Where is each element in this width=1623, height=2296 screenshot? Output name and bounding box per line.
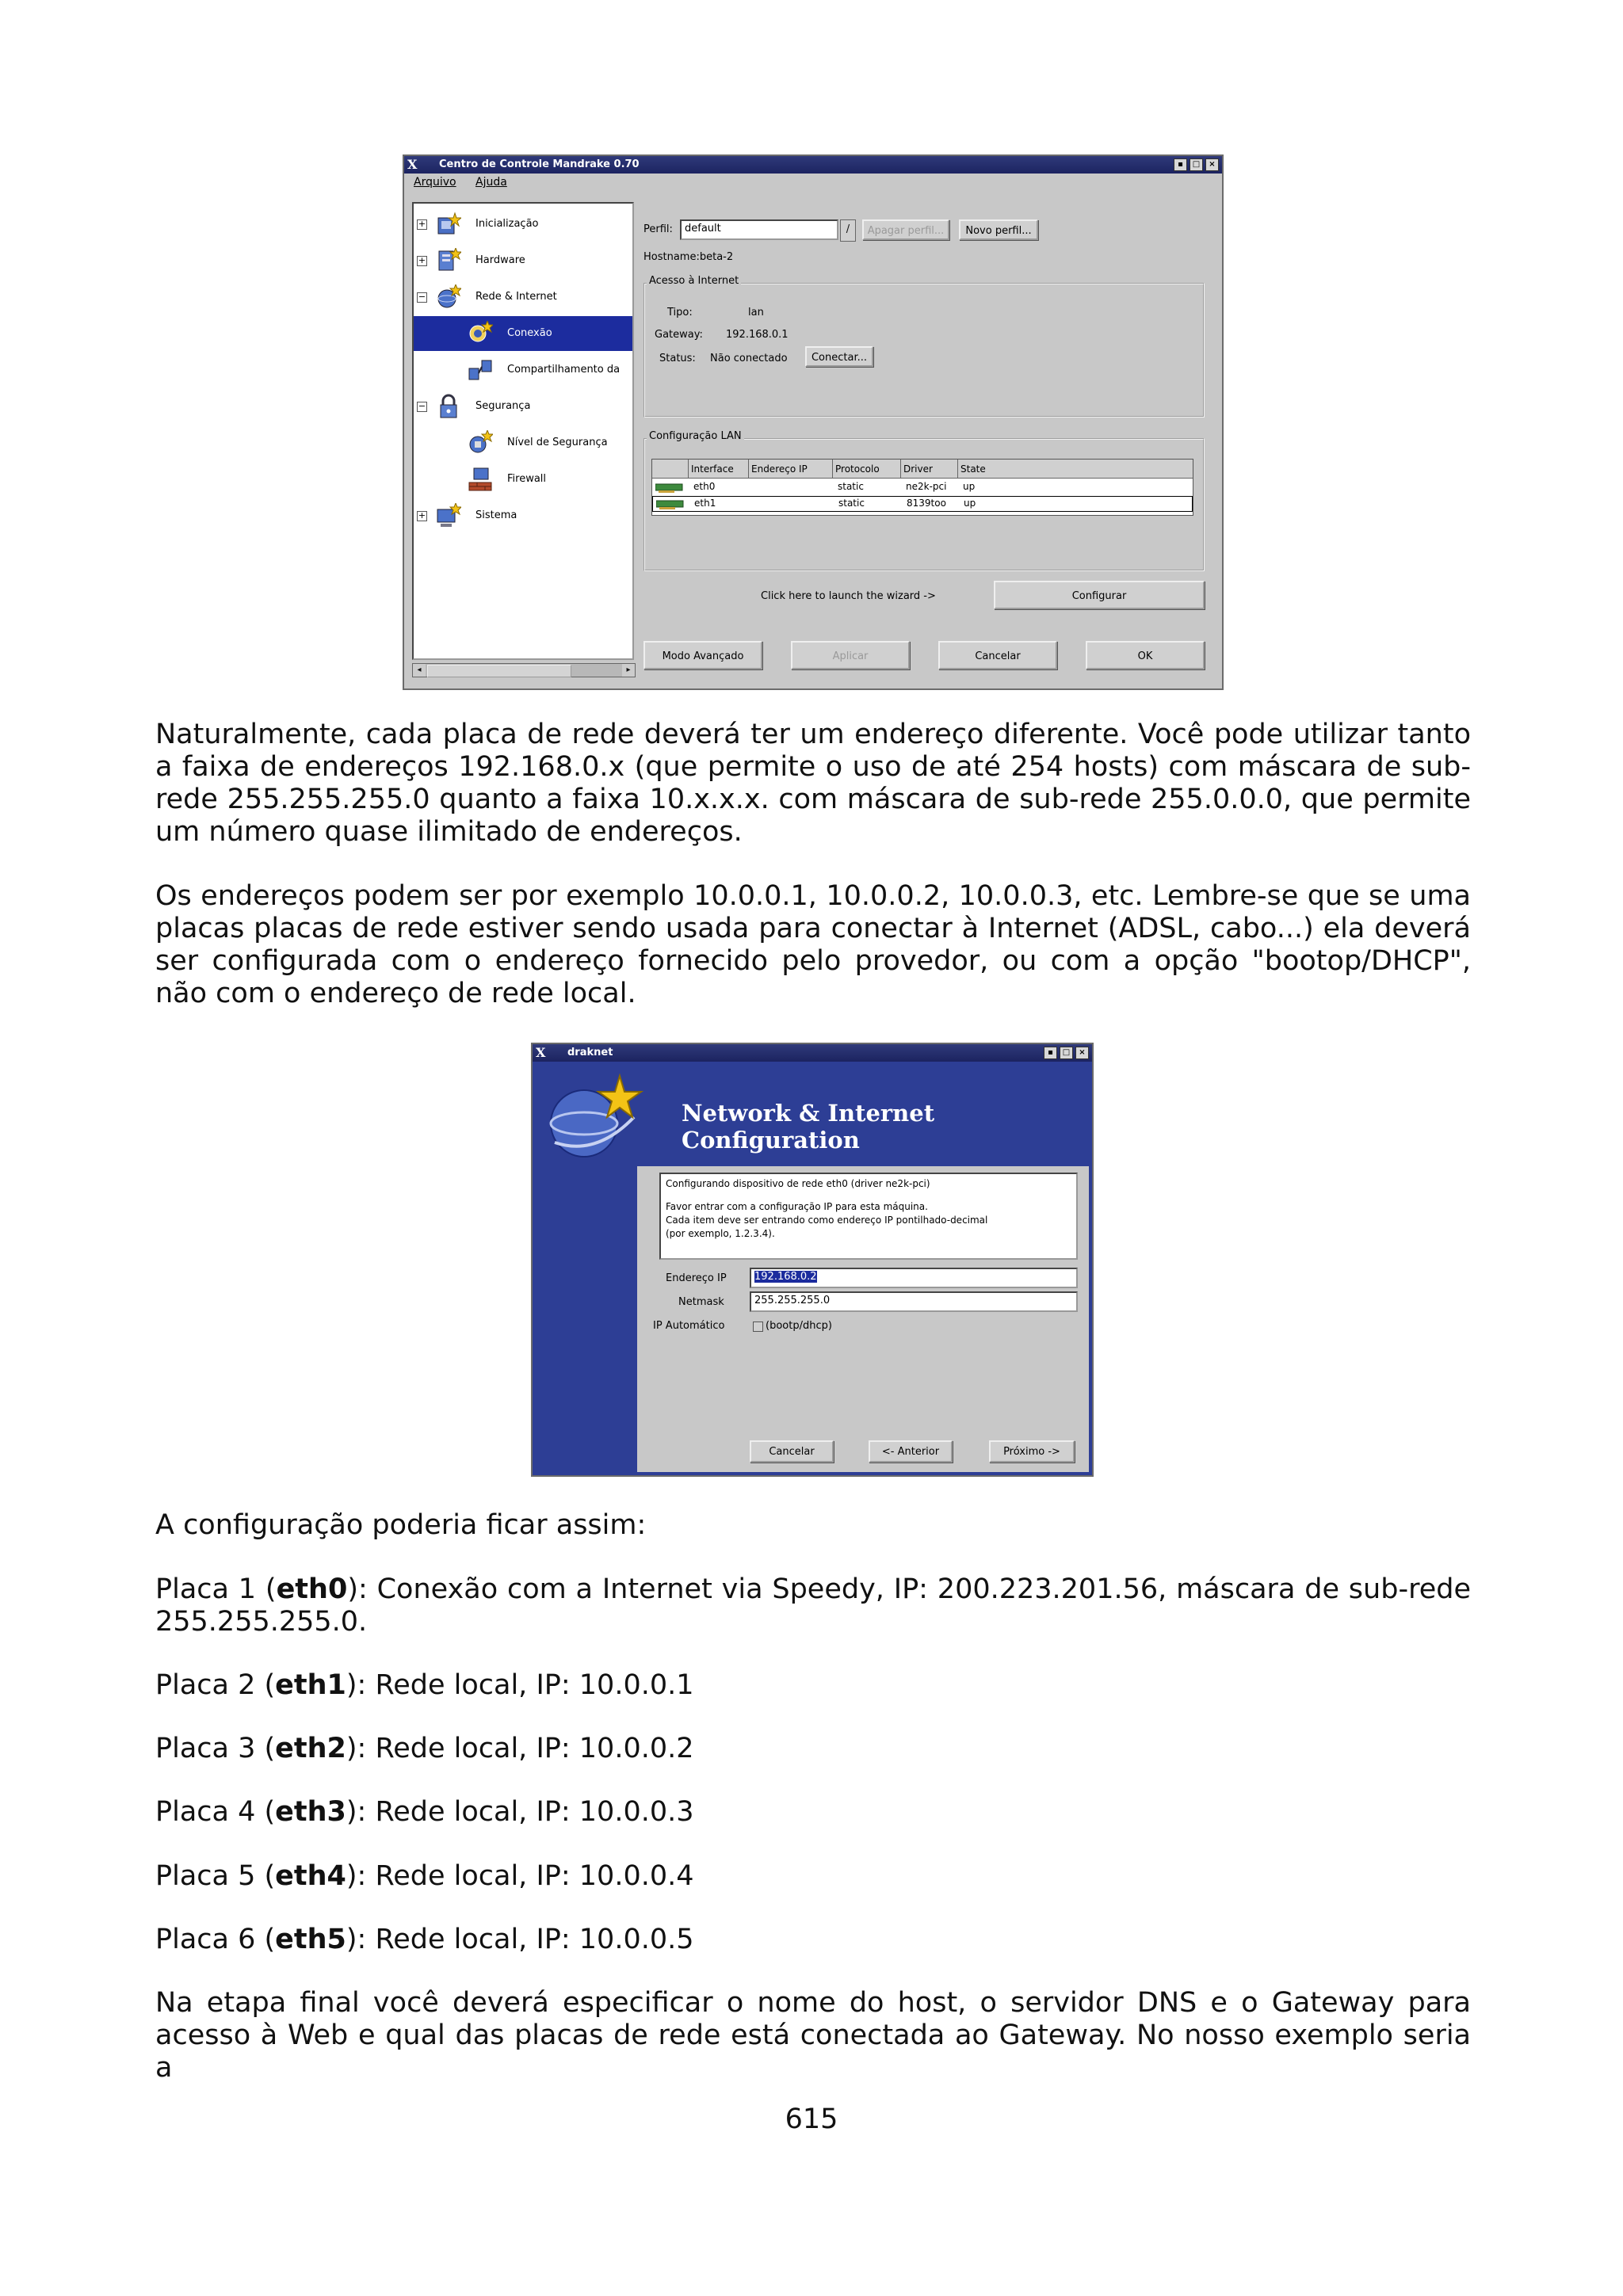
netmask-label: Netmask bbox=[678, 1296, 724, 1308]
expand-icon[interactable]: + bbox=[418, 255, 426, 265]
placa-iface: eth5 bbox=[275, 1924, 346, 1955]
placa-iface: eth2 bbox=[275, 1733, 346, 1764]
auto-ip-value: (bootp/dhcp) bbox=[766, 1320, 832, 1332]
table-row[interactable] bbox=[652, 496, 1193, 512]
tree-item-label: Inicialização bbox=[475, 218, 539, 230]
gateway-label: Gateway: bbox=[655, 329, 703, 341]
gateway-value: 192.168.0.1 bbox=[726, 329, 789, 341]
internet-access-group bbox=[643, 283, 1205, 418]
next-button[interactable]: Próximo -> bbox=[989, 1440, 1075, 1463]
expand-icon[interactable]: + bbox=[418, 219, 426, 229]
network-globe-icon bbox=[436, 284, 461, 310]
page-number: 615 bbox=[785, 2103, 838, 2135]
placa-rest: ): Rede local, IP: 10.0.0.4 bbox=[346, 1860, 694, 1892]
placa-rest: ): Conexão com a Internet via Speedy, IP: 200.223.201.56, máscara de sub-rede 255.255.255.0. bbox=[155, 1573, 1471, 1638]
sharing-icon bbox=[468, 357, 493, 383]
configure-button[interactable]: Configurar bbox=[994, 581, 1205, 609]
tipo-value: lan bbox=[748, 307, 764, 318]
hostname-text: Hostname:beta-2 bbox=[643, 251, 734, 263]
lan-col-interface[interactable]: Interface bbox=[689, 460, 749, 479]
status-value: Não conectado bbox=[710, 353, 788, 364]
apply-button[interactable]: Aplicar bbox=[791, 641, 910, 669]
close-icon[interactable]: × bbox=[1075, 1047, 1089, 1059]
placa-6 bbox=[155, 1924, 1471, 1956]
ip-label: Endereço IP bbox=[666, 1272, 727, 1284]
lan-iface: eth0 bbox=[693, 481, 716, 492]
lock-icon bbox=[436, 394, 461, 419]
tree-item-label: Hardware bbox=[475, 254, 525, 266]
info-line: (por exemplo, 1.2.3.4). bbox=[666, 1228, 775, 1239]
auto-ip-label: IP Automático bbox=[653, 1320, 725, 1332]
startup-icon bbox=[436, 212, 461, 237]
netmask-field[interactable]: 255.255.255.0 bbox=[750, 1291, 1078, 1312]
connect-button[interactable]: Conectar... bbox=[805, 346, 873, 367]
info-line: Configurando dispositivo de rede eth0 (driver ne2k-pci) bbox=[666, 1178, 930, 1189]
lan-config-group-label: Configuração LAN bbox=[647, 430, 744, 442]
window-title: Centro de Controle Mandrake 0.70 bbox=[439, 158, 640, 170]
ip-address-field[interactable] bbox=[750, 1268, 1078, 1288]
placa-2 bbox=[155, 1669, 1471, 1702]
lan-driver: ne2k-pci bbox=[906, 481, 947, 492]
x-logo-icon: X bbox=[407, 157, 418, 172]
lan-state: up bbox=[963, 481, 976, 492]
placa-rest: ): Rede local, IP: 10.0.0.5 bbox=[346, 1924, 694, 1955]
tree-item-label: Rede & Internet bbox=[475, 291, 557, 303]
placa-prefix: Placa 6 ( bbox=[155, 1924, 276, 1955]
network-card-icon bbox=[656, 498, 685, 509]
banner-title: Network & Internet Configuration bbox=[682, 1100, 935, 1154]
tree-item-label: Firewall bbox=[507, 473, 547, 485]
connection-icon bbox=[468, 321, 493, 346]
tree-item-label: Compartilhamento da bbox=[507, 364, 621, 376]
profile-field[interactable]: default bbox=[680, 219, 838, 240]
tree-item-label: Segurança bbox=[475, 400, 531, 412]
placa-rest: ): Rede local, IP: 10.0.0.1 bbox=[346, 1669, 694, 1701]
tree-item-nivel-seguranca[interactable] bbox=[414, 425, 632, 460]
placa-3 bbox=[155, 1733, 1471, 1765]
paragraph-1: Naturalmente, cada placa de rede deverá ter um endereço diferente. Você pode utilizar tanto a faixa de endereços 192.168.0.x (que permite o uso de até 254 hosts) com máscara de sub-rede 255.255.255.0 quanto a faixa 10.x.x.x. com máscara de sub-rede 255.0.0.0, que permite um número quase ilimitado de endereços. bbox=[155, 719, 1471, 848]
paragraph-final: Na etapa final você deverá especificar o nome do host, o servidor DNS e o Gateway para acesso à Web e qual das placas de rede está conectada ao Gateway. No nosso exemplo seria a bbox=[155, 1987, 1471, 2084]
menu-ajuda[interactable]: Ajuda bbox=[475, 176, 507, 189]
tipo-label: Tipo: bbox=[667, 307, 693, 318]
system-icon bbox=[436, 503, 461, 528]
lan-driver: 8139too bbox=[907, 498, 946, 509]
menu-arquivo[interactable]: Arquivo bbox=[414, 176, 456, 189]
tree-item-hardware[interactable] bbox=[414, 243, 632, 278]
lan-iface: eth1 bbox=[694, 498, 716, 509]
placa-rest: ): Rede local, IP: 10.0.0.2 bbox=[346, 1733, 694, 1764]
placa-prefix: Placa 3 ( bbox=[155, 1733, 276, 1764]
placa-5 bbox=[155, 1860, 1471, 1893]
maximize-icon[interactable]: □ bbox=[1060, 1047, 1073, 1059]
cancel-button[interactable]: Cancelar bbox=[750, 1440, 834, 1463]
tree-item-rede-internet[interactable] bbox=[414, 280, 632, 315]
status-label: Status: bbox=[659, 353, 696, 364]
info-line: Favor entrar com a configuração IP para esta máquina. bbox=[666, 1201, 928, 1212]
table-row[interactable] bbox=[652, 479, 1193, 495]
lan-col-ip[interactable]: Endereço IP bbox=[749, 460, 833, 479]
hardware-icon bbox=[436, 248, 461, 273]
placa-iface: eth1 bbox=[275, 1669, 346, 1701]
lan-col-driver[interactable]: Driver bbox=[901, 460, 958, 479]
cancel-button[interactable]: Cancelar bbox=[938, 641, 1057, 669]
tree-item-label: Nível de Segurança bbox=[507, 437, 608, 448]
title-bar bbox=[404, 156, 1222, 174]
advanced-mode-button[interactable]: Modo Avançado bbox=[643, 641, 762, 669]
firewall-icon bbox=[468, 467, 493, 492]
ok-button[interactable]: OK bbox=[1086, 641, 1205, 669]
close-icon[interactable]: × bbox=[1205, 158, 1219, 171]
tree-item-compartilhamento[interactable] bbox=[414, 353, 632, 387]
maximize-icon[interactable]: □ bbox=[1190, 158, 1203, 171]
ip-value: 192.168.0.2 bbox=[754, 1271, 817, 1283]
network-card-icon bbox=[655, 482, 684, 493]
category-tree bbox=[412, 202, 634, 660]
collapse-icon[interactable]: − bbox=[418, 292, 426, 302]
auto-ip-checkbox[interactable] bbox=[753, 1322, 763, 1332]
tree-item-seguranca[interactable] bbox=[414, 389, 632, 424]
title-bar bbox=[533, 1044, 1092, 1062]
scroll-thumb[interactable] bbox=[427, 665, 571, 677]
lan-col-protocol[interactable]: Protocolo bbox=[833, 460, 901, 479]
tree-item-label: Sistema bbox=[475, 509, 517, 521]
draknet-window bbox=[531, 1043, 1094, 1477]
placa-prefix: Placa 2 ( bbox=[155, 1669, 276, 1701]
previous-button[interactable]: <- Anterior bbox=[869, 1440, 953, 1463]
placa-iface: eth3 bbox=[275, 1796, 346, 1828]
tree-item-firewall[interactable] bbox=[414, 462, 632, 497]
x-logo-icon: X bbox=[536, 1045, 546, 1060]
tree-item-inicializacao[interactable] bbox=[414, 207, 632, 242]
menu-bar bbox=[404, 174, 1222, 191]
info-line: Cada item deve ser entrando como endereço IP pontilhado-decimal bbox=[666, 1215, 988, 1226]
minimize-icon[interactable]: ▪ bbox=[1044, 1047, 1057, 1059]
placa-prefix: Placa 5 ( bbox=[155, 1860, 276, 1892]
delete-profile-button[interactable]: Apagar perfil... bbox=[862, 219, 949, 240]
profile-label: Perfil: bbox=[643, 223, 673, 235]
tree-item-label: Conexão bbox=[507, 327, 552, 339]
placa-iface: eth4 bbox=[275, 1860, 346, 1892]
tree-scrollbar[interactable] bbox=[412, 663, 636, 677]
internet-access-group-label: Acesso à Internet bbox=[647, 275, 741, 287]
globe-star-icon bbox=[540, 1070, 651, 1165]
wizard-text: Click here to launch the wizard -> bbox=[761, 590, 936, 602]
lan-col-icon[interactable] bbox=[652, 460, 689, 479]
placa-prefix: Placa 1 ( bbox=[155, 1573, 277, 1605]
paragraph-2: Os endereços podem ser por exemplo 10.0.0.1, 10.0.0.2, 10.0.0.3, etc. Lembre-se que se uma placas placas de rede estiver sendo usada para conectar à Internet (ADSL, cabo...) ela deverá ser configurada com o endereço fornecido pelo provedor, ou com a opção "bootop/DHCP", não com o endereço de rede local. bbox=[155, 880, 1471, 1009]
info-box bbox=[659, 1173, 1078, 1260]
placa-rest: ): Rede local, IP: 10.0.0.3 bbox=[346, 1796, 694, 1828]
scroll-right-icon[interactable]: ▸ bbox=[622, 664, 635, 677]
lan-proto: static bbox=[838, 498, 865, 509]
placa-4 bbox=[155, 1796, 1471, 1829]
tree-item-conexao[interactable] bbox=[414, 316, 632, 351]
control-center-window bbox=[403, 154, 1224, 690]
placa-1 bbox=[155, 1573, 1471, 1638]
window-title: draknet bbox=[567, 1047, 613, 1058]
lan-state: up bbox=[964, 498, 976, 509]
placa-iface: eth0 bbox=[276, 1573, 348, 1605]
placa-prefix: Placa 4 ( bbox=[155, 1796, 276, 1828]
paragraph-3: A configuração poderia ficar assim: bbox=[155, 1509, 647, 1541]
lan-table bbox=[651, 459, 1193, 516]
tree-item-sistema[interactable] bbox=[414, 498, 632, 533]
collapse-icon[interactable]: − bbox=[418, 401, 426, 411]
minimize-icon[interactable]: ▪ bbox=[1174, 158, 1187, 171]
config-panel bbox=[637, 1166, 1089, 1472]
new-profile-button[interactable]: Novo perfil... bbox=[959, 219, 1038, 240]
profile-dropdown-icon[interactable]: / bbox=[840, 219, 856, 242]
security-level-icon bbox=[468, 430, 493, 456]
lan-col-state[interactable]: State bbox=[958, 460, 1193, 479]
scroll-left-icon[interactable]: ◂ bbox=[413, 664, 426, 677]
lan-proto: static bbox=[838, 481, 864, 492]
expand-icon[interactable]: + bbox=[418, 510, 426, 521]
